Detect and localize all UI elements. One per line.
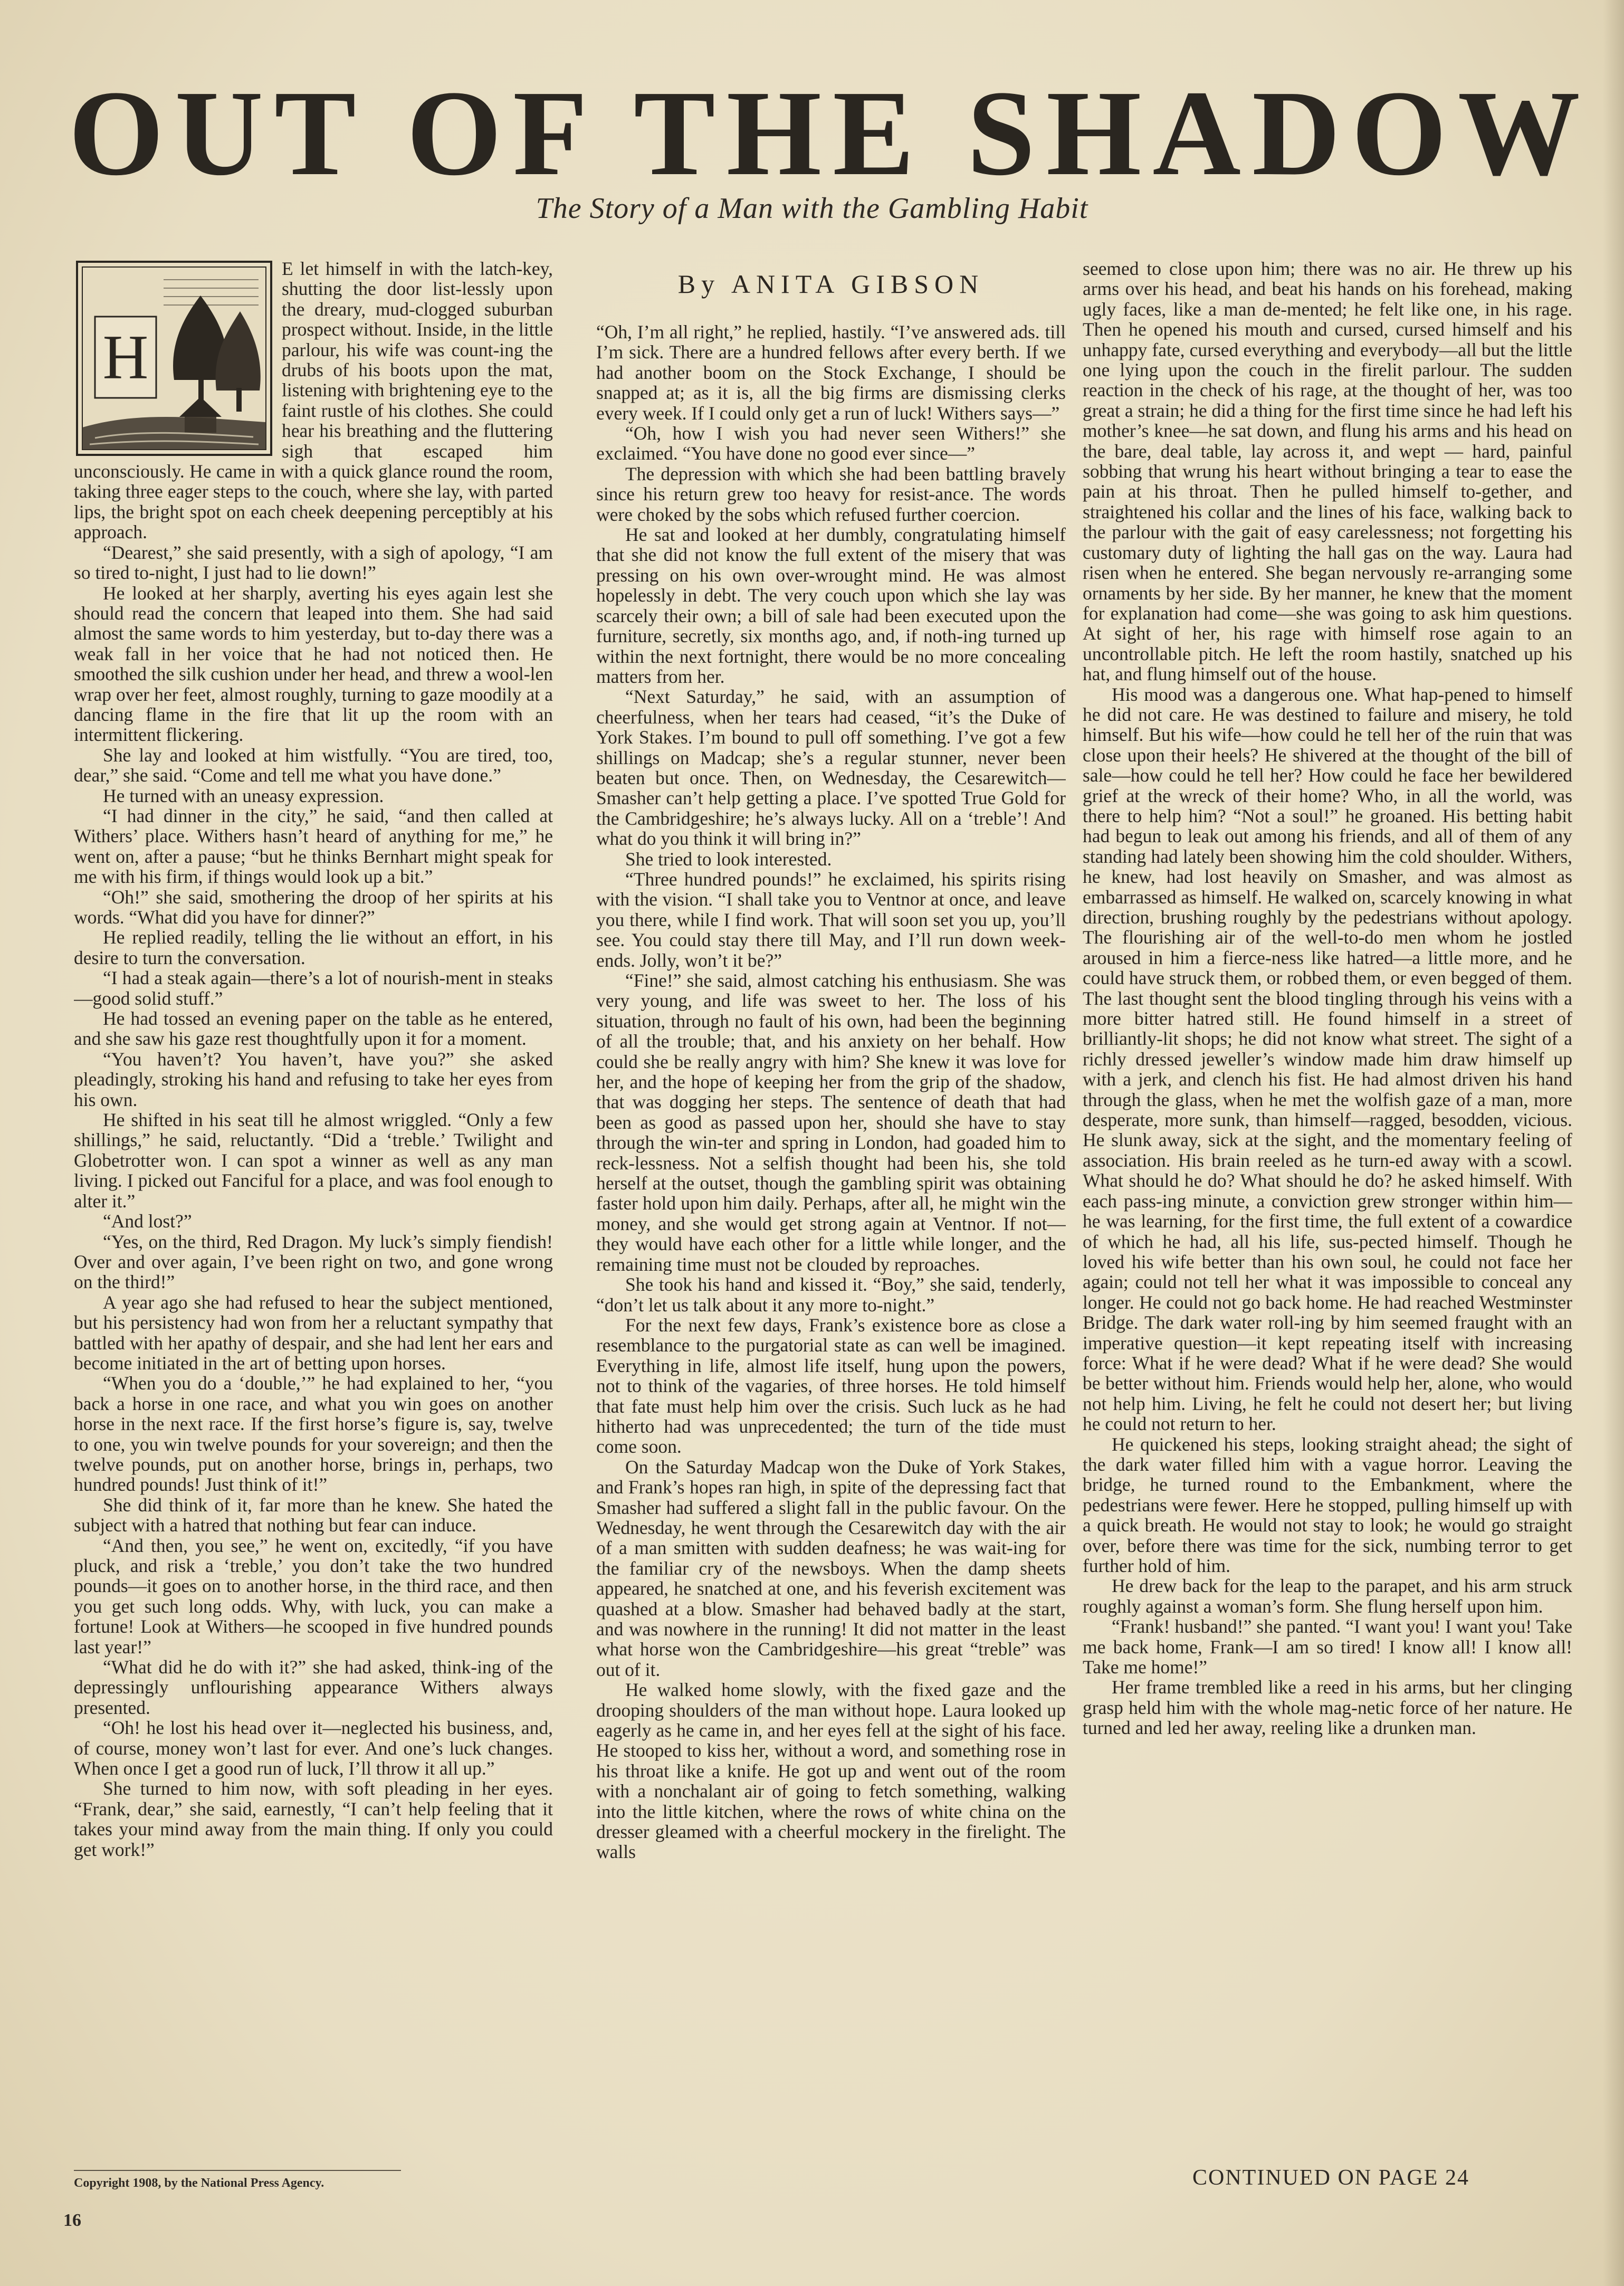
continued-notice: CONTINUED ON PAGE 24 [1192,2166,1469,2190]
column-3-text [1083,259,1572,1738]
story-paragraph: For the next few days, Frank’s existence bore as close a resemblance to the purgatorial state as can well be imagined. Everything in life, almost life itself, hung upon the powers, not to think of the vagaries, of three horses. He told himself that fate must help him over the crisis. Such luck as he had hitherto had was unprecedented; the turn of the tide must come soon. [596,1314,1066,1458]
story-paragraph: He shifted in his seat till he almost wriggled. “Only a few shillings,” he said, reluctantly. “Did a ‘treble.’ Twilight and Globetrotter won. I can spot a winner as well as any man living. I picked out Fanciful for a place, and was fool enough to alter it.” [74,1109,553,1212]
story-paragraph: “You haven’t? You haven’t, have you?” she asked pleadingly, stroking his hand and refusing to take her eyes from his own. [74,1048,553,1110]
story-paragraph: On the Saturday Madcap won the Duke of York Stakes, and Frank’s hopes ran high, in spite of the depressing fact that Smasher had suffered a slight fall in the public favour. On the Wednesday, he went through the Cesarewitch day with the air of a man smitten with sudden deafness; he was wait-ing for the familiar cry of the newsboys. When the damp sheets appeared, he snatched at one, and his feverish excitement was quashed at a blow. Smasher had behaved badly at the start, and was nowhere in the running! It did not matter in the least what horse won the Cambridgeshire—his great “treble” was out of it. [596,1456,1066,1680]
story-paragraph: He drew back for the leap to the parapet, and his arm struck roughly against a woman’s form. She flung herself upon him. [1083,1575,1572,1617]
story-paragraph: “And lost?” [103,1211,192,1232]
footnote-rule [74,2170,401,2171]
story-paragraph: She took his hand and kissed it. “Boy,” she said, tenderly, “don’t let us talk about it any more to-night.” [596,1274,1066,1316]
story-paragraph: “What did he do with it?” she had asked, think-ing of the depressingly unflourishing appearance Withers always presented. [74,1656,553,1718]
column-1-text [74,259,553,1860]
author-byline: By ANITA GIBSON [677,269,985,299]
story-paragraph: “I had dinner in the city,” he said, “and then called at Withers’ place. Withers hasn’t heard of anything for me,” he went on, after a pause; “but he thinks Bernhart might speak for me with his firm, if things would look up a bit.” [74,805,553,888]
story-paragraph: He sat and looked at her dumbly, congratulating himself that she did not know the full extent of the misery that was pressing on his own over-wrought mind. He was almost hopelessly in debt. The very couch upon which she lay was scarcely their own; a bill of sale had been executed upon the furniture, secretly, six months ago, and, if noth-ing turned up within the next fortnight, there would be no more concealing matters from her. [596,524,1066,687]
story-paragraph: The depression with which she had been battling bravely since his return grew too heavy for resist-ance. The words were choked by the sobs which refused further coercion. [596,463,1066,525]
story-paragraph: “When you do a ‘double,’” he had explained to her, “you back a horse in one race, and what you win goes on another horse in the next race. If the first horse’s figure is, say, twelve to one, you win twelve pounds for your sovereign; and then the twelve pounds, put on another horse, brings in, perhaps, two hundred pounds! Just think of it!” [74,1373,553,1496]
story-paragraph: “Three hundred pounds!” he exclaimed, his spirits rising with the vision. “I shall take you to Ventnor at once, and leave you there, while I find work. That will soon set you up, you’ll see. You could stay there till May, and I’ll run down week-ends. Jolly, won’t it be?” [596,868,1066,971]
page-spine-shadow [1603,0,1624,2286]
story-paragraph: She tried to look interested. [625,848,832,870]
drop-cap-illustration [74,259,274,458]
story-paragraph: “Dearest,” she said presently, with a sigh of apology, “I am so tired to-night, I just had to lie down!” [74,541,553,584]
story-paragraph: He looked at her sharply, averting his eyes again lest she should read the concern that leaped into them. She had said almost the same words to him yesterday, but to-day there was a weak fall in her voice that he had not noticed then. He smoothed the silk cushion under her head, and threw a wool-len wrap over her feet, almost roughly, turning to gaze moodily at a dancing flame in the fire that lit up the room with an intermittent flickering. [74,582,553,746]
story-paragraph: Her frame trembled like a reed in his arms, but her clinging grasp held him with the whole mag-netic force of her nature. He turned and led her away, reeling like a drunken man. [1083,1677,1572,1739]
story-paragraph: “Oh!” she said, smothering the droop of her spirits at his words. “What did you have for dinner?” [74,886,553,928]
story-paragraph: He turned with an uneasy expression. [103,785,384,806]
story-paragraph: He replied readily, telling the lie without an effort, in his desire to turn the conversation. [74,927,553,968]
story-paragraph: “Frank! husband!” she panted. “I want you! I want you! Take me back home, Frank—I am so tired! I know all! I know all! Take me home!” [1083,1616,1572,1678]
story-paragraph: “Oh, how I wish you had never seen Withers!” she exclaimed. “You have done no good ever since—” [596,423,1066,464]
story-paragraph: “Next Saturday,” he said, with an assumption of cheerfulness, when her tears had ceased, “it’s the Duke of York Stakes. I’m bound to pull off something. I’ve got a few shillings on Madcap; she’s a regular stunner, never been beaten but once. Then, on Wednesday, the Cesarewitch—Smasher can’t help getting a place. I’ve spotted True Gold for the Cambridgeshire; he’s always lucky. All on a ‘treble’! And what do you think it will bring in?” [596,686,1066,850]
copyright-footnote: Copyright 1908, by the National Press Agency. [74,2176,324,2190]
story-subtitle: The Story of a Man with the Gambling Habit [536,192,1088,225]
column-2-text [596,322,1066,1862]
story-paragraph: He walked home slowly, with the fixed gaze and the drooping shoulders of the man without hope. Laura looked up eagerly as he came in, and her eyes fell at the sight of his face. He stooped to kiss her, without a word, and something rose in his throat like a knife. He got up and went out of the room with a nonchalant air of going to fetch something, walking into the little kitchen, where the rows of white china on the dresser gleamed with a cheerful mockery in the firelight. The walls [596,1679,1066,1863]
story-headline: OUT OF THE SHADOW [69,65,1591,201]
text-column-1 [74,259,553,2179]
story-paragraph: “Oh, I’m all right,” he replied, hastily. “I’ve answered ads. till I’m sick. There are a hundred fellows after every berth. If we had another boom on the Stock Exchange, I should be snapped at; as it is, all the big firms are dismissing clerks every week. If I could only get a run of luck! Withers says—” [596,321,1066,424]
page-number: 16 [63,2211,81,2230]
text-column-2 [596,259,1066,2179]
text-column-3 [1083,259,1572,2179]
story-paragraph: She turned to him now, with soft pleading in her eyes. “Frank, dear,” she said, earnestly, “I can’t help feeling that it takes your mind away from the main thing. If only you could get work!” [74,1778,553,1860]
story-paragraph: E let himself in with the latch-key, shutting the door list-lessly upon the dreary, mud-clogged suburban prospect without. Inside, in the little parlour, his wife was count-ing the drubs of his boots upon the mat, listening with brightening eye to the faint rustle of his clothes. She could hear his breathing and the fluttering sigh that escaped him unconsciously. He came in with a quick glance round the room, taking three eager steps to the couch, where she lay, with parted lips, the bright spot on each cheek deepening perceptibly at his approach. [74,259,553,543]
story-paragraph: She did think of it, far more than he knew. She hated the subject with a hatred that nothing but fear can induce. [74,1494,553,1536]
story-paragraph: A year ago she had refused to hear the subject mentioned, but his persistency had won from her a reluctant sympathy that battled with her apathy of despair, and she had lent her ears and become initiated in the art of betting upon horses. [74,1291,553,1374]
story-paragraph: He had tossed an evening paper on the table as he entered, and she saw his gaze rest thoughtfully upon it for a moment. [74,1008,553,1050]
story-paragraph: “Oh! he lost his head over it—neglected his business, and, of course, money won’t last for ever. And one’s luck changes. When once I get a good run of luck, I’ll throw it all up.” [74,1717,553,1779]
story-paragraph: He quickened his steps, looking straight ahead; the sight of the dark water filled him with a vague horror. Leaving the bridge, he turned round to the Embankment, where the pedestrians were fewer. Here he stopped, pulling himself up with a quick breath. He would not stay to look; he would go straight over, before there was time for the sick, numbing terror to get further hold of him. [1083,1433,1572,1576]
story-paragraph: “Yes, on the third, Red Dragon. My luck’s simply fiendish! Over and over again, I’ve been right on two, and gone wrong on the third!” [74,1231,553,1293]
story-paragraph: His mood was a dangerous one. What hap-pened to himself he did not care. He was destined to failure and misery, he told himself. But his wife—how could he tell her of the ruin that was close upon their heels? He shivered at the thought of the bill of sale—how could he tell her? How could he face her bewildered grief at the wreck of their home? Who, in all the world, was there to help him? “Not a soul!” he groaned. His betting habit had begun to leak out among his friends, and all of them of any standing had lately been showing him the cold shoulder. Withers, he knew, had lost heavily on Smasher, and was almost as embarrassed as himself. He walked on, scarcely knowing in what direction, brushing roughly by the pedestrians without apology. The flourishing air of the well-to-do men whom he jostled aroused in him a fierce-ness like hatred—a little more, and he could have struck them, or robbed them, or even begged of them. The last thought sent the blood tingling through his veins with a more bitter hatred still. He found himself in a street of brilliantly-lit shops; he did not know what street. The sight of a richly dressed jeweller’s window made him draw himself up with a jerk, and clench his fist. He had almost driven his hand through the glass, when he met the wolfish gaze of a man, more desperate, more sunk, than himself—ragged, besodden, vicious. He slunk away, sick at the sight, and the momentary feeling of association. His brain reeled as he turn-ed away with a scowl. What should he do? What should he do? he asked himself. With each pass-ing minute, a conviction grew stronger within him—he was learning, for the first time, the full extent of a cowardice of which he had, all his life, sus-pected himself. Though he loved his wife better than his own soul, he could not face her again; could not tell her what it was impossible to conceal any longer. He could not go back home. He had reached Westminster Bridge. The dark water roll-ing by him seemed fraught with an imperative question—it kept repeating itself with increasing force: What if he were dead? What if he were dead? She would be better without him. Friends would help her, alone, who would not help him. Living, he felt he could not desert her; but living he could not return to her. [1083,683,1572,1435]
drop-cap-letter: H [102,322,149,392]
story-paragraph: “Fine!” she said, almost catching his enthusiasm. She was very young, and life was sweet to her. The loss of his situation, through no fault of his own, had been the beginning of all the trouble; that, and his anxiety on her behalf. How could she be really angry with him? She knew it was love for her, and the hope of keeping her from the grip of the shadow, that was dogging her steps. The sentence of death that had been as good as passed upon her, should she have to stay through the win-ter and spring in London, had goaded him to reck-lessness. Not a selfish thought had been his, she told herself at the outset, though the gambling spirit was obtaining faster hold upon him daily. Perhaps, after all, he might win the money, and she would get strong again at Ventnor. If not—they would have each other for a little while longer, and the remaining time must not be clouded by reproaches. [596,970,1066,1275]
story-paragraph: seemed to close upon him; there was no air. He threw up his arms over his head, and beat his hands on his forehead, making ugly faces, like a man de-mented; he felt like one, in his rage. Then he opened his mouth and cursed, cursed himself and his unhappy fate, cursed everything and everybody—all but the little one lying upon the couch in the firelit parlour. The sudden reaction in the check of his rage, at the thought of her, was too great a strain; he did a thing for the first time since he had left his mother’s knee—he sat down, and flung his arms and his head on the bare, deal table, lay across it, and wept — hard, painful sobbing that wrung his heart without bringing a tear to ease the pain at his throat. Then he pulled himself to-gether, and straightened his collar and the lines of his face, walking back to the parlour with the gait of easy carelessness; not forgetting his customary duty of lighting the hall gas on the way. Laura had risen when he entered. She began nervously re-arranging some ornaments by her side. By her manner, he knew that the moment for explanation had come—she was going to ask him questions. At sight of her, his rage with himself rose again to an uncontrollable pitch. He left the room hastily, snatched up his hat, and flung himself out of the house. [1083,259,1572,685]
story-paragraph: “I had a steak again—there’s a lot of nourish-ment in steaks—good solid stuff.” [74,967,553,1009]
story-paragraph: “And then, you see,” he went on, excitedly, “if you have pluck, and risk a ‘treble,’ you don’t take the two hundred pounds—it goes on to another horse, in the third race, and then you get such long odds. Why, with luck, you can make a fortune! Look at Withers—he scooped in five hundred pounds last year!” [74,1535,553,1658]
story-paragraph: She lay and looked at him wistfully. “You are tired, too, dear,” she said. “Come and tell me what you have done.” [74,744,553,786]
